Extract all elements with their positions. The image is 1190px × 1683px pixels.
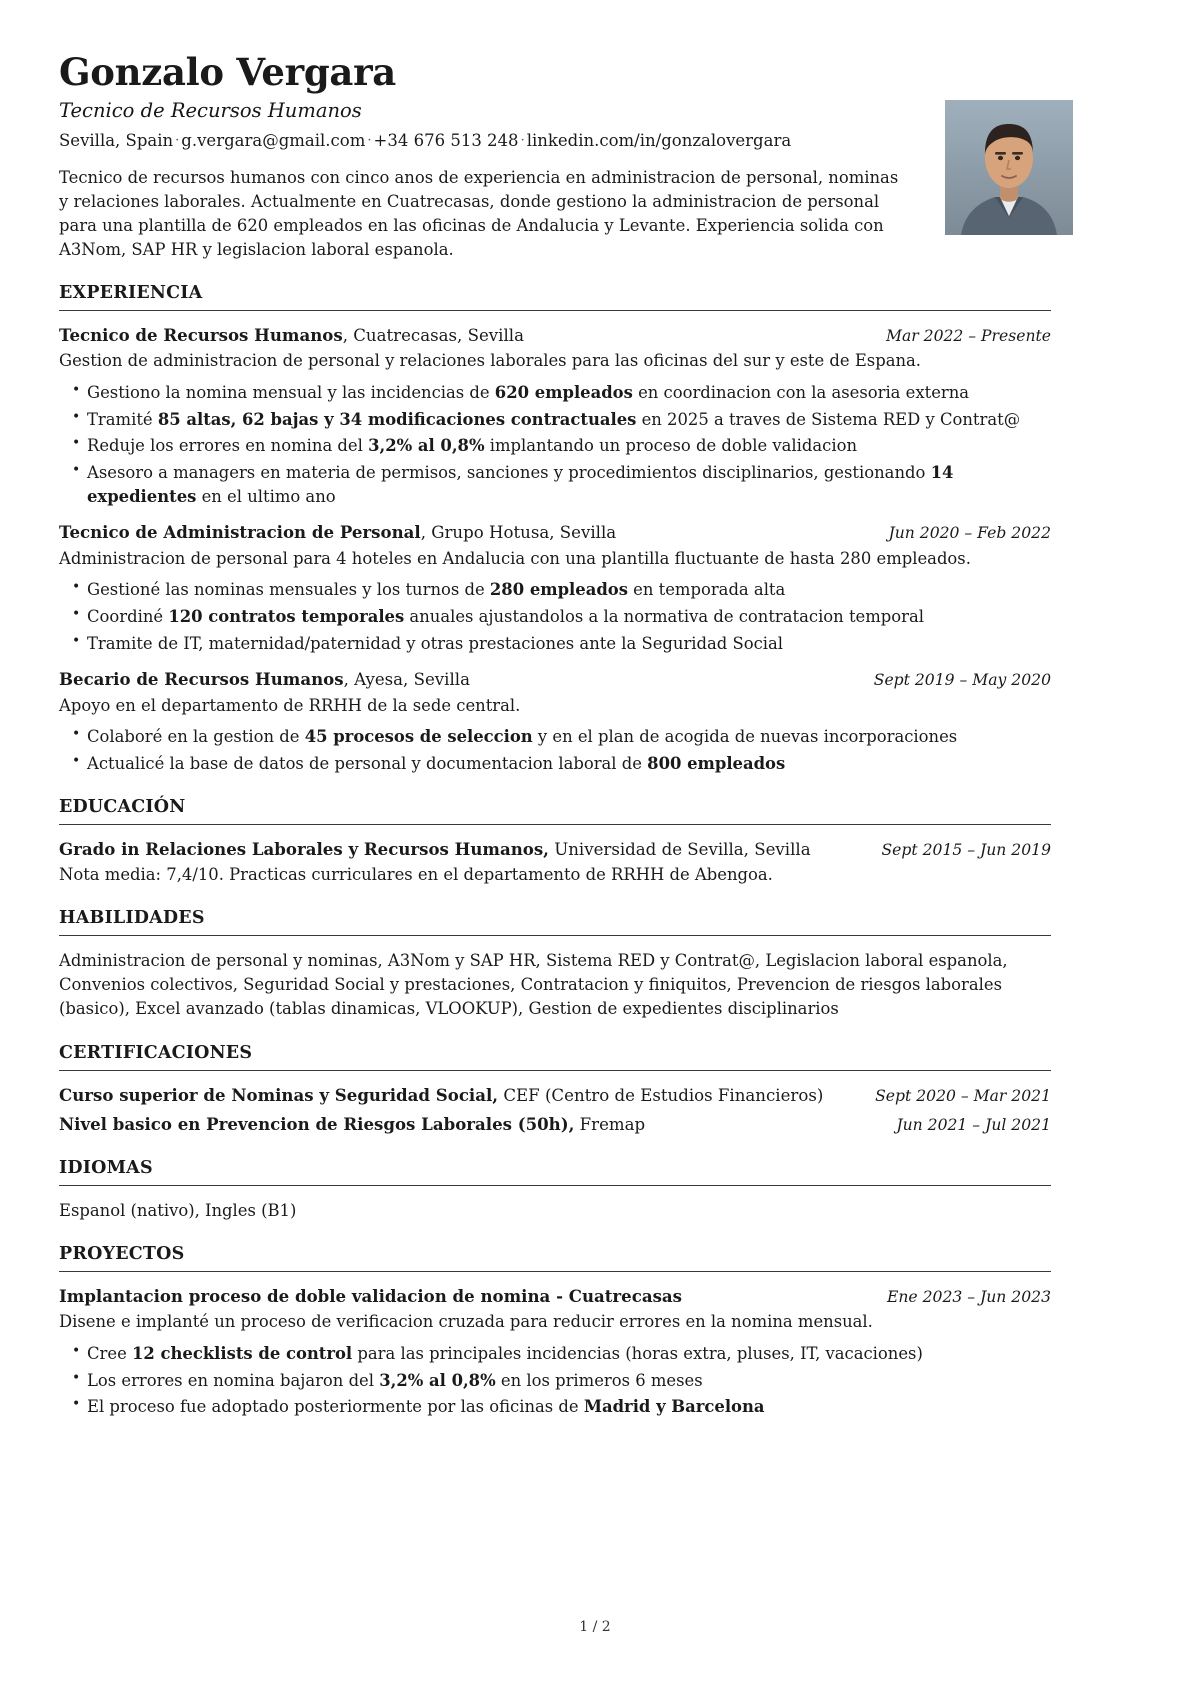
job-org: , Ayesa, Sevilla bbox=[343, 670, 470, 690]
bullet-highlight: 120 contratos temporales bbox=[168, 607, 405, 627]
section-divider bbox=[59, 935, 1051, 936]
contact-location: Sevilla, Spain bbox=[59, 131, 174, 151]
project-entry bbox=[59, 1285, 1051, 1419]
certification-name: Nivel basico en Prevencion de Riesgos Laborales (50h), bbox=[59, 1114, 575, 1135]
bullet-text: Gestiono la nomina mensual y las incidencias de bbox=[87, 383, 495, 403]
bullet-text: en el ultimo ano bbox=[196, 486, 336, 506]
job-role: Tecnico de Administracion de Personal bbox=[59, 522, 421, 543]
bullet-list bbox=[59, 1342, 1051, 1419]
bullet-highlight: 12 checklists de control bbox=[132, 1343, 353, 1363]
bullet-list bbox=[59, 578, 1051, 655]
experience-entry bbox=[59, 668, 1051, 775]
professional-summary: Tecnico de recursos humanos con cinco anos de experiencia en administracion de personal, nominas y relaciones laborales. Actualmente en Cuatrecasas, donde gestiono la administracion de personal para una plantilla de 620 empleados en las oficinas de Andalucia y Levante. Experiencia solida con A3Nom, SAP HR y legislacion laboral espanola. bbox=[59, 167, 899, 259]
section-heading: IDIOMAS bbox=[59, 1157, 153, 1178]
bullet-text: Reduje los errores en nomina del bbox=[87, 436, 369, 456]
bullet-text: Asesoro a managers en materia de permisos, sanciones y procedimientos disciplinarios, gestionando bbox=[87, 462, 931, 482]
section-habilidades bbox=[59, 908, 1051, 1022]
avatar bbox=[945, 100, 1073, 235]
bullet-text: implantando un proceso de doble validacion bbox=[484, 436, 857, 456]
bullet-text: Tramité bbox=[87, 409, 158, 429]
bullet-text: y en el plan de acogida de nuevas incorporaciones bbox=[532, 727, 958, 747]
project-name: Implantacion proceso de doble validacion de nomina - Cuatrecasas bbox=[59, 1285, 683, 1306]
list-item bbox=[59, 461, 1051, 508]
entry-date: Mar 2022 – Presente bbox=[885, 326, 1051, 345]
contact-phone[interactable]: +34 676 513 248 bbox=[373, 131, 519, 151]
entry-title bbox=[59, 838, 864, 861]
contact-separator: · bbox=[367, 133, 372, 149]
list-item bbox=[59, 1395, 1051, 1419]
section-heading: EXPERIENCIA bbox=[59, 282, 203, 303]
contact-separator: · bbox=[175, 133, 180, 149]
certification-entry bbox=[59, 1113, 1051, 1136]
bullet-highlight: 620 empleados bbox=[494, 383, 633, 403]
bullet-text: en los primeros 6 meses bbox=[495, 1370, 703, 1390]
education-entry bbox=[59, 838, 1051, 887]
resume-header bbox=[59, 52, 1051, 262]
certification-issuer: Fremap bbox=[574, 1115, 646, 1135]
contact-separator: · bbox=[520, 133, 525, 149]
bullet-list bbox=[59, 725, 1051, 775]
project-summary: Disene e implanté un proceso de verificacion cruzada para reducir errores en la nomina mensual. bbox=[59, 1312, 873, 1332]
bullet-text: en 2025 a traves de Sistema RED y Contrat@ bbox=[636, 409, 1021, 429]
entry-date: Sept 2019 – May 2020 bbox=[873, 671, 1051, 690]
bullet-text: Coordiné bbox=[87, 607, 169, 627]
list-item bbox=[59, 434, 1051, 458]
section-heading: HABILIDADES bbox=[59, 907, 205, 928]
entry-title bbox=[59, 324, 868, 347]
job-org: , Cuatrecasas, Sevilla bbox=[342, 325, 524, 345]
entry-summary: Administracion de personal para 4 hoteles en Andalucia con una plantilla fluctuante de hasta 280 empleados. bbox=[59, 548, 971, 568]
entry-date: Sept 2015 – Jun 2019 bbox=[881, 840, 1051, 859]
section-idiomas bbox=[59, 1158, 1051, 1223]
bullet-highlight: 800 empleados bbox=[647, 754, 786, 774]
bullet-text: Colaboré en la gestion de bbox=[87, 727, 305, 747]
entry-header bbox=[59, 324, 1051, 347]
bullet-text: Los errores en nomina bajaron del bbox=[87, 1370, 380, 1390]
bullet-text: Tramite de IT, maternidad/paternidad y otras prestaciones ante la Seguridad Social bbox=[87, 633, 784, 653]
entry-date: Jun 2020 – Feb 2022 bbox=[888, 524, 1051, 543]
list-item bbox=[59, 381, 1051, 405]
job-role: Tecnico de Recursos Humanos bbox=[59, 324, 343, 345]
entry-header bbox=[59, 1285, 1051, 1308]
entry-title bbox=[59, 1084, 857, 1107]
skills-text: Administracion de personal y nominas, A3Nom y SAP HR, Sistema RED y Contrat@, Legislacion laboral espanola, Convenios colectivos, Seguridad Social y prestaciones, Contratacion y finiquitos, Prevencion de riesgos laborales (basico), Excel avanzado (tablas dinamicas, VLOOKUP), Gestion de expedientes disciplinarios bbox=[59, 950, 1008, 1019]
section-certificaciones bbox=[59, 1043, 1051, 1137]
list-item bbox=[59, 408, 1051, 432]
section-heading: EDUCACIÓN bbox=[59, 796, 186, 817]
certification-entry bbox=[59, 1084, 1051, 1107]
contact-email[interactable]: g.vergara@gmail.com bbox=[181, 131, 366, 151]
list-item bbox=[59, 1369, 1051, 1393]
bullet-text: anuales ajustandolos a la normativa de contratacion temporal bbox=[404, 607, 924, 627]
entry-date: Jun 2021 – Jul 2021 bbox=[896, 1116, 1051, 1135]
page-number: 1 / 2 bbox=[579, 1619, 611, 1635]
list-item bbox=[59, 605, 1051, 629]
bullet-text: en temporada alta bbox=[627, 580, 786, 600]
bullet-text: en coordinacion con la asesoria externa bbox=[632, 383, 970, 403]
education-detail: Nota media: 7,4/10. Practicas curriculares en el departamento de RRHH de Abengoa. bbox=[59, 865, 773, 885]
job-role: Becario de Recursos Humanos bbox=[59, 669, 344, 690]
bullet-highlight: 3,2% al 0,8% bbox=[368, 436, 485, 456]
section-divider bbox=[59, 824, 1051, 825]
section-proyectos bbox=[59, 1244, 1051, 1419]
bullet-highlight: 45 procesos de seleccion bbox=[304, 727, 533, 747]
bullet-highlight: 85 altas, 62 bajas y 34 modificaciones contractuales bbox=[157, 409, 637, 429]
bullet-list bbox=[59, 381, 1051, 508]
bullet-highlight: 3,2% al 0,8% bbox=[379, 1370, 496, 1390]
job-headline: Tecnico de Recursos Humanos bbox=[59, 98, 362, 122]
section-divider bbox=[59, 1070, 1051, 1071]
experience-entry bbox=[59, 324, 1051, 508]
degree-name: Grado in Relaciones Laborales y Recursos Humanos, bbox=[59, 838, 549, 859]
section-divider bbox=[59, 1271, 1051, 1272]
entry-title bbox=[59, 668, 856, 691]
page-title: Gonzalo Vergara bbox=[59, 50, 396, 94]
job-org: , Grupo Hotusa, Sevilla bbox=[420, 523, 617, 543]
list-item bbox=[59, 578, 1051, 602]
section-divider bbox=[59, 1185, 1051, 1186]
bullet-highlight: Madrid y Barcelona bbox=[583, 1397, 765, 1417]
institution-name: Universidad de Sevilla, Sevilla bbox=[548, 839, 811, 859]
entry-date: Ene 2023 – Jun 2023 bbox=[887, 1287, 1051, 1306]
section-heading: PROYECTOS bbox=[59, 1243, 185, 1264]
entry-title bbox=[59, 1113, 878, 1136]
entry-header bbox=[59, 521, 1051, 544]
section-experiencia bbox=[59, 283, 1051, 776]
certification-issuer: CEF (Centro de Estudios Financieros) bbox=[498, 1085, 824, 1105]
page-footer bbox=[0, 1619, 1190, 1635]
contact-line bbox=[59, 130, 1051, 151]
entry-header bbox=[59, 838, 1051, 861]
bullet-text: El proceso fue adoptado posteriormente por las oficinas de bbox=[87, 1397, 584, 1417]
bullet-highlight: 14 expedientes bbox=[87, 462, 954, 506]
list-item bbox=[59, 1342, 1051, 1366]
bullet-text: para las principales incidencias (horas extra, pluses, IT, vacaciones) bbox=[352, 1343, 923, 1363]
entry-header bbox=[59, 668, 1051, 691]
experience-entry bbox=[59, 521, 1051, 655]
languages-text: Espanol (nativo), Ingles (B1) bbox=[59, 1200, 297, 1220]
entry-date: Sept 2020 – Mar 2021 bbox=[875, 1086, 1051, 1105]
list-item bbox=[59, 752, 1051, 776]
section-divider bbox=[59, 310, 1051, 311]
entry-title bbox=[59, 521, 870, 544]
bullet-text: Gestioné las nominas mensuales y los turnos de bbox=[87, 580, 490, 600]
entry-title bbox=[59, 1285, 869, 1308]
list-item bbox=[59, 725, 1051, 749]
entry-summary: Gestion de administracion de personal y relaciones laborales para las oficinas del sur y este de Espana. bbox=[59, 351, 922, 371]
bullet-text: Cree bbox=[87, 1343, 132, 1363]
contact-linkedin[interactable]: linkedin.com/in/gonzalovergara bbox=[526, 131, 792, 151]
section-heading: CERTIFICACIONES bbox=[59, 1042, 253, 1063]
bullet-highlight: 280 empleados bbox=[489, 580, 628, 600]
bullet-text: Actualicé la base de datos de personal y documentacion laboral de bbox=[87, 754, 648, 774]
certification-name: Curso superior de Nominas y Seguridad Social, bbox=[59, 1084, 499, 1105]
list-item bbox=[59, 632, 1051, 656]
section-educacion bbox=[59, 797, 1051, 887]
entry-summary: Apoyo en el departamento de RRHH de la sede central. bbox=[59, 695, 521, 715]
